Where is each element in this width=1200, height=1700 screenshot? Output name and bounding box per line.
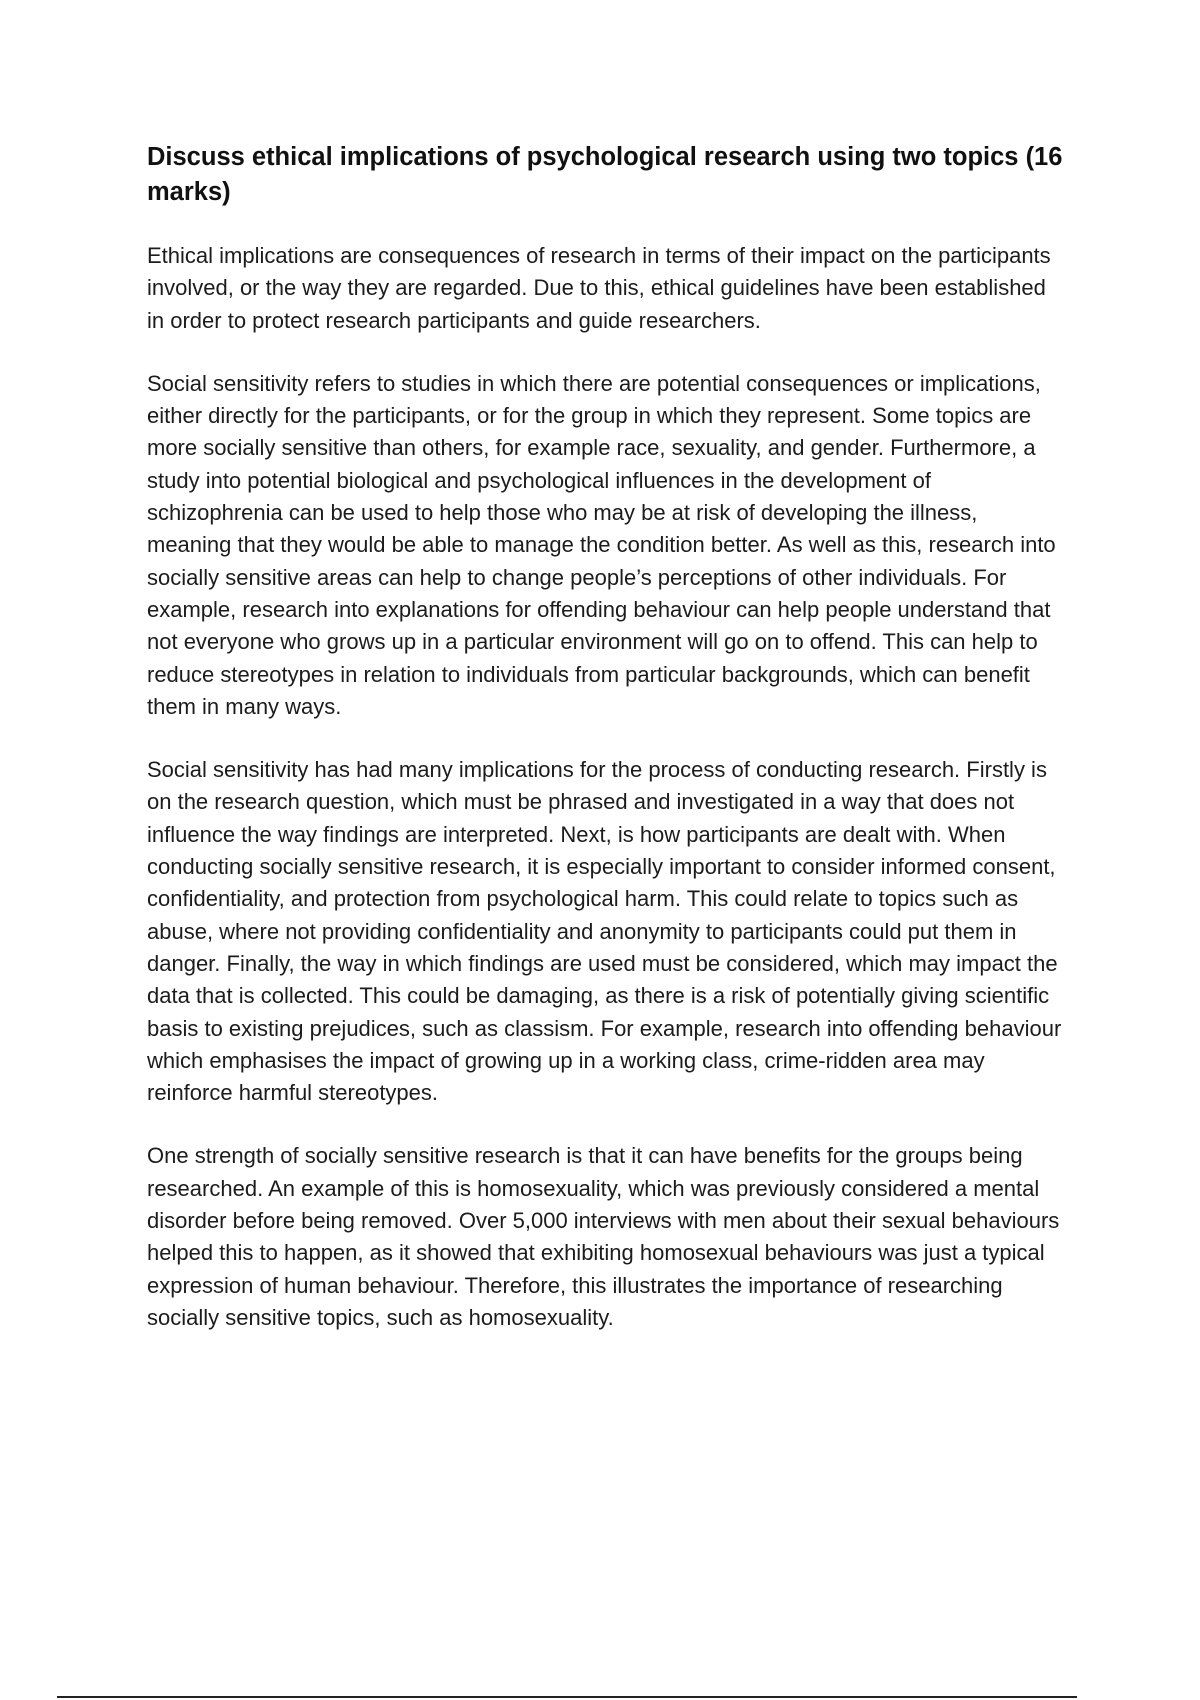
paragraph-ethical-implications: Ethical implications are consequences of research in terms of their impact on the participants involved, or the way they are regarded. Due to this, ethical guidelines have been established in order to protect research participants and guide researchers. [147, 243, 1051, 333]
document-page [147, 140, 1067, 1365]
paragraph-research-process: Social sensitivity has had many implications for the process of conducting research. Firstly is on the research question, which must be phrased and investigated in a way that does not influence the way findings are interpreted. Next, is how participants are dealt with. When conducting socially sensitive research, it is especially important to consider informed consent, confidentiality, and protection from psychological harm. This could relate to topics such as abuse, where not providing confidentiality and anonymity to participants could put them in danger. Finally, the way in which findings are used must be considered, which may impact the data that is collected. This could be damaging, as there is a risk of potentially giving scientific basis to existing prejudices, such as classism. For example, research into offending behaviour which emphasises the impact of growing up in a working class, crime-ridden area may reinforce harmful stereotypes. [147, 757, 1062, 1106]
page-bottom-divider [57, 1696, 1077, 1698]
document-title: Discuss ethical implications of psychological research using two topics (16 marks) [147, 143, 1063, 206]
paragraph-strength: One strength of socially sensitive research is that it can have benefits for the groups being researched. An example of this is homosexuality, which was previously considered a mental disorder before being removed. Over 5,000 interviews with men about their sexual behaviours helped this to happen, as it showed that exhibiting homosexual behaviours was just a typical expression of human behaviour. Therefore, this illustrates the importance of researching socially sensitive topics, such as homosexuality. [147, 1143, 1060, 1330]
paragraph-social-sensitivity: Social sensitivity refers to studies in which there are potential consequences or implications, either directly for the participants, or for the group in which they represent. Some topics are more socially sensitive than others, for example race, sexuality, and gender. Furthermore, a study into potential biological and psychological influences in the development of schizophrenia can be used to help those who may be at risk of developing the illness, meaning that they would be able to manage the condition better. As well as this, research into socially sensitive areas can help to change people’s perceptions of other individuals. For example, research into explanations for offending behaviour can help people understand that not everyone who grows up in a particular environment will go on to offend. This can help to reduce stereotypes in relation to individuals from particular backgrounds, which can benefit them in many ways. [147, 370, 1056, 719]
